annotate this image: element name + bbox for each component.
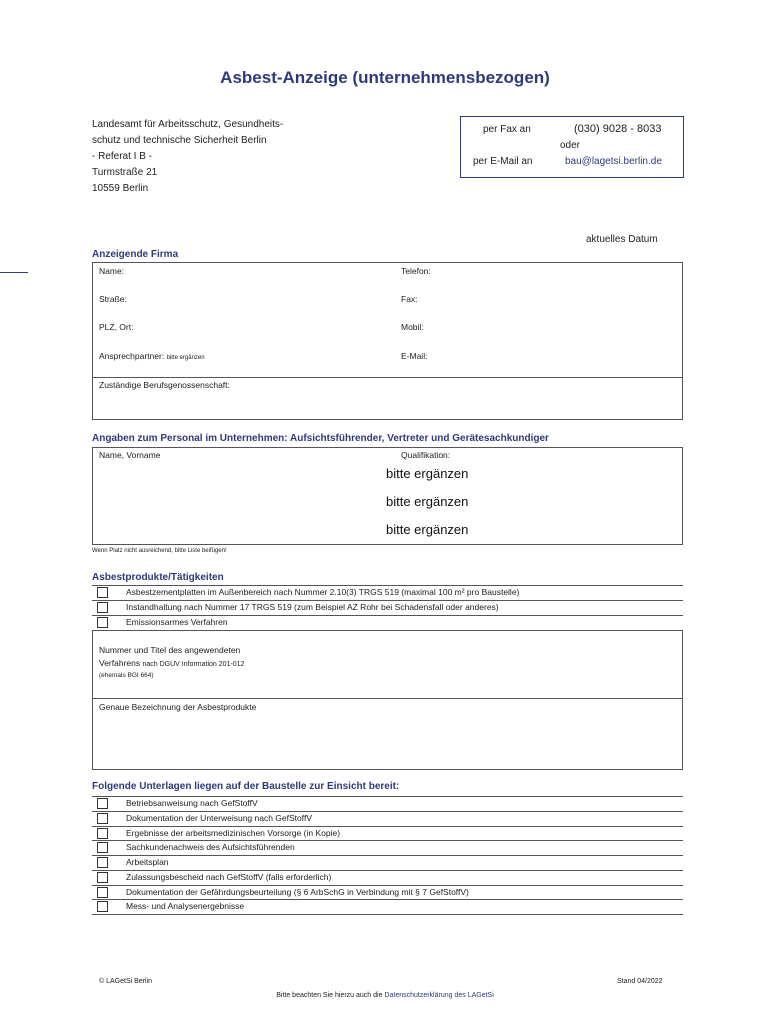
company-phone-label: Telefon: [401, 266, 431, 276]
document-item-label: Dokumentation der Unterweisung nach GefStoffV [126, 812, 313, 823]
procedure-label [99, 658, 244, 668]
checkbox[interactable] [97, 828, 108, 839]
document-item-label: Arbeitsplan [126, 857, 169, 867]
personnel-entry[interactable]: bitte ergänzen [386, 522, 469, 537]
checkbox[interactable] [97, 857, 108, 868]
product-desc-label: Genaue Bezeichnung der Asbestprodukte [99, 702, 257, 712]
page-title: Asbest-Anzeige (unternehmensbezogen) [220, 68, 550, 87]
company-mobile-label: Mobil: [401, 322, 424, 332]
document-item-label: Sachkundenachweis des Aufsichtsführenden [126, 842, 295, 853]
footer-copyright: © LAGetSi Berlin [99, 978, 153, 985]
procedure-label-text: Verfahrens [99, 658, 141, 668]
company-box [92, 262, 683, 420]
products-heading: Asbestprodukte/Tätigkeiten [92, 572, 224, 583]
document-item[interactable] [92, 885, 683, 900]
product-option-label: Instandhaltung nach Nummer 17 TRGS 519 (zum Beispiel AZ Rohr bei Schadensfall oder anderes) [126, 602, 499, 612]
product-option-label: Emissionsarmes Verfahren [126, 617, 228, 627]
procedure-ref: nach DGUV Information 201-012 [142, 661, 245, 668]
document-item[interactable] [92, 855, 683, 870]
email-label: per E-Mail an [473, 156, 533, 167]
email-link[interactable]: bau@lagetsi.berlin.de [565, 156, 662, 167]
insurance-label: Zuständige Berufsgenossenschaft: [99, 380, 230, 390]
product-option[interactable] [92, 615, 683, 630]
personnel-qual-header: Qualifikation: [401, 450, 451, 460]
address-line: schutz und technische Sicherheit Berlin [92, 135, 267, 146]
company-name-label: Name: [99, 266, 125, 276]
document-item-label: Ergebnisse der arbeitsmedizinischen Vorsorge (in Kopie) [126, 827, 341, 838]
address-line: Landesamt für Arbeitsschutz, Gesundheits- [92, 119, 284, 130]
checkbox[interactable] [97, 587, 108, 598]
address-line: - Referat I B - [92, 151, 153, 162]
contact-person-text: Ansprechpartner: [99, 351, 165, 361]
document-item-label: Zulassungsbescheid nach GefStoffV (falls erforderlich) [126, 871, 332, 882]
document-item[interactable] [92, 796, 683, 811]
document-item[interactable] [92, 870, 683, 885]
personnel-name-header: Name, Vorname [99, 450, 161, 460]
personnel-entry[interactable]: bitte ergänzen [386, 466, 469, 481]
checkbox[interactable] [97, 901, 108, 912]
checkbox[interactable] [97, 842, 108, 853]
document-item-label: Betriebsanweisung nach GefStoffV [126, 798, 258, 808]
checkbox[interactable] [97, 813, 108, 824]
personnel-box [92, 447, 683, 545]
document-item-label: Dokumentation der Gefährdungsbeurteilung (§ 6 ArbSchG in Verbindung mit § 7 GefStoffV) [126, 886, 469, 897]
checkbox[interactable] [97, 872, 108, 883]
checkbox[interactable] [97, 617, 108, 628]
contact-person-hint: bitte ergänzen [166, 355, 205, 361]
checkbox[interactable] [97, 887, 108, 898]
fold-mark [0, 272, 28, 273]
product-option-label: Asbestzementplatten im Außenbereich nach Nummer 2.10(3) TRGS 519 (maximal 100 m² pro Baustelle) [126, 587, 520, 597]
address-line: 10559 Berlin [92, 183, 149, 194]
checkbox[interactable] [97, 798, 108, 809]
personnel-note: Wenn Platz nicht ausreichend, bitte Liste beifügen! [92, 548, 227, 554]
personnel-heading: Angaben zum Personal im Unternehmen: Aufsichtsführender, Vertreter und Gerätesachkundiger [92, 433, 549, 444]
or-label: oder [560, 140, 581, 151]
divider [93, 698, 682, 699]
contact-box [460, 116, 684, 178]
document-item[interactable] [92, 840, 683, 855]
privacy-link[interactable]: Datenschutzerklärung des LAGetSi [384, 992, 494, 999]
product-option[interactable] [92, 600, 683, 615]
product-option[interactable] [92, 585, 683, 600]
date-label: aktuelles Datum [586, 234, 658, 245]
footer-privacy [0, 992, 770, 999]
company-city-label: PLZ, Ort: [99, 322, 134, 332]
address-line: Turmstraße 21 [92, 167, 158, 178]
footer-version: Stand 04/2022 [617, 978, 663, 985]
document-item[interactable] [92, 826, 683, 841]
documents-heading: Folgende Unterlagen liegen auf der Baustelle zur Einsicht bereit: [92, 781, 400, 792]
company-street-label: Straße: [99, 294, 127, 304]
company-heading: Anzeigende Firma [92, 249, 179, 260]
privacy-prefix: Bitte beachten Sie hierzu auch die [276, 992, 383, 999]
company-email-label: E-Mail: [401, 351, 428, 361]
company-fax-label: Fax: [401, 294, 418, 304]
procedure-label: Nummer und Titel des angewendeten [99, 645, 241, 655]
procedure-box [92, 630, 683, 770]
contact-person-label [99, 351, 205, 361]
document-item[interactable] [92, 899, 683, 914]
recipient-address [92, 117, 283, 197]
fax-number: (030) 9028 - 8033 [574, 123, 662, 135]
procedure-old: (ehemals BGI 664) [99, 672, 154, 679]
documents-bottom [92, 914, 683, 915]
personnel-entry[interactable]: bitte ergänzen [386, 494, 469, 509]
divider [93, 377, 682, 378]
checkbox[interactable] [97, 602, 108, 613]
document-item[interactable] [92, 811, 683, 826]
fax-label: per Fax an [483, 124, 531, 135]
document-item-label: Mess- und Analysenergebnisse [126, 901, 245, 912]
